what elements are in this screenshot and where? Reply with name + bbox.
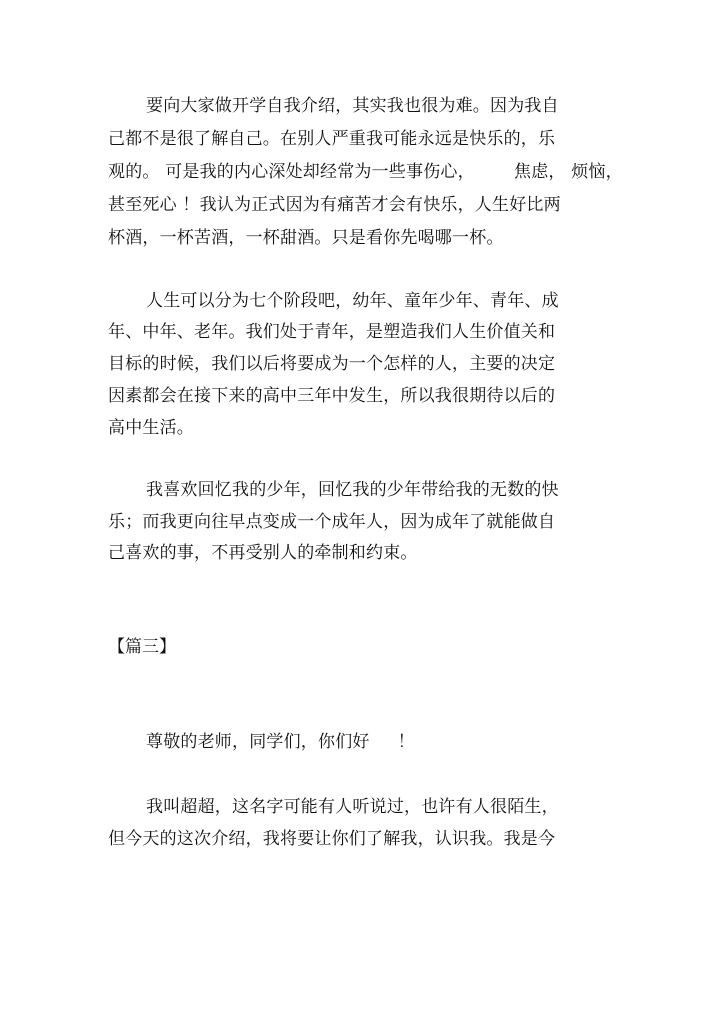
paragraph-2-line-5: 高中生活。 <box>108 418 194 438</box>
section-heading: 【篇三】 <box>108 637 176 657</box>
paragraph-1-line-5: 杯酒，一杯苦酒，一杯甜酒。只是看你先喝哪一杯。 <box>108 228 504 248</box>
paragraph-2-line-2: 年、中年、老年。我们处于青年，是塑造我们人生价值关和 <box>108 322 556 342</box>
paragraph-1-line-4: 甚至死心 ！我认为正式因为有痛苦才会有快乐，人生好比两 <box>108 195 561 215</box>
paragraph-2-line-1: 人生可以分为七个阶段吧，幼年、童年少年、青年、成 <box>146 291 559 311</box>
paragraph-2-line-4: 因素都会在接下来的高中三年中发生，所以我很期待以后的 <box>108 386 556 406</box>
paragraph-3-line-2: 乐；而我更向往早点变成一个成年人，因为成年了就能做自 <box>108 512 556 532</box>
paragraph-1-line-1: 要向大家做开学自我介绍，其实我也很为难。因为我自 <box>146 96 559 116</box>
paragraph-2-line-3: 目标的时候，我们以后将要成为一个怎样的人，主要的决定 <box>108 354 556 374</box>
paragraph-3-line-1: 我喜欢回忆我的少年，回忆我的少年带给我的无数的快 <box>146 480 559 500</box>
paragraph-4-line-2: 但今天的这次介绍，我将要让你们了解我，认识我。我是今 <box>108 829 556 849</box>
greeting-line: 尊敬的老师，同学们，你们好 ！ <box>146 732 415 752</box>
paragraph-3-line-3: 己喜欢的事，不再受别人的牵制和约束。 <box>108 543 418 563</box>
paragraph-1-line-2: 己都不是很了解自己。在别人严重我可能永远是快乐的，乐 <box>108 129 556 149</box>
paragraph-4-line-1: 我叫超超，这名字可能有人听说过，也许有人很陌生， <box>146 797 559 817</box>
paragraph-1-line-3: 观的。 可是我的内心深处却经常为一些事伤心， 焦虑， 烦恼， <box>108 162 623 182</box>
